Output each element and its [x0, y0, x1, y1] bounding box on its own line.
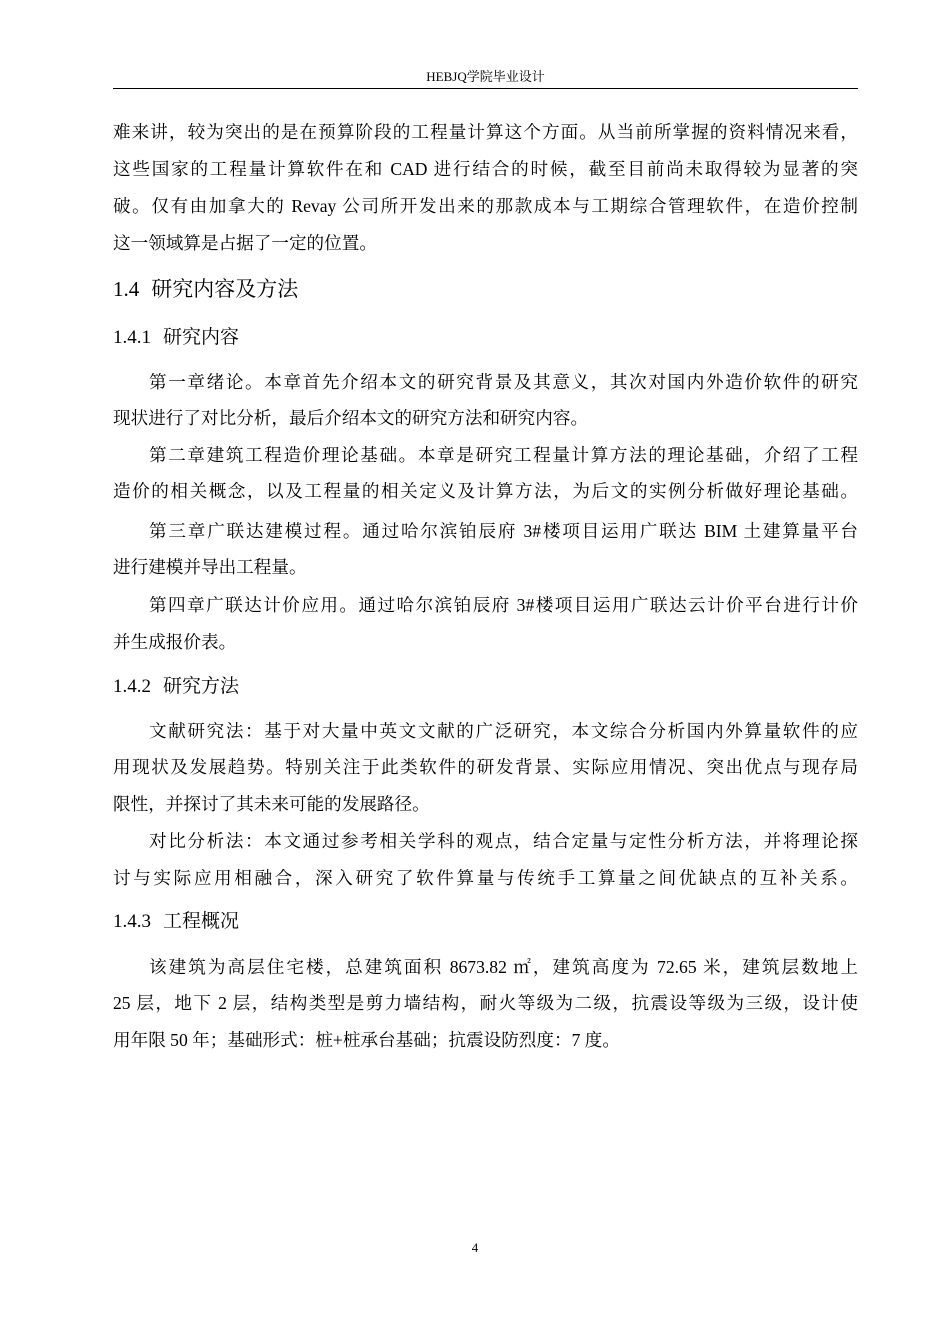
header-rule	[113, 88, 858, 89]
section-heading-1-4	[113, 276, 298, 302]
body-line: 进行建模并导出工程量。	[113, 557, 307, 577]
body-line: 第四章广联达计价应用。通过哈尔滨铂辰府 3#楼项目运用广联达云计价平台进行计价	[149, 595, 858, 615]
section-number: 1.4.3	[113, 911, 151, 932]
body-line: 该建筑为高层住宅楼，总建筑面积 8673.82 ㎡，建筑高度为 72.65 米，建筑层数地上	[149, 957, 858, 977]
section-number: 1.4.1	[113, 327, 151, 348]
body-line: 造价的相关概念，以及工程量的相关定义及计算方法，为后文的实例分析做好理论基础。	[113, 481, 858, 501]
section-heading-1-4-2	[113, 675, 239, 699]
body-line: 破。仅有由加拿大的 Revay 公司所开发出来的那款成本与工期综合管理软件，在造价控制	[113, 196, 858, 216]
section-heading-1-4-1	[113, 326, 239, 350]
body-line: 讨与实际应用相融合，深入研究了软件算量与传统手工算量之间优缺点的互补关系。	[113, 868, 858, 888]
section-number: 1.4.2	[113, 676, 151, 697]
body-line: 第三章广联达建模过程。通过哈尔滨铂辰府 3#楼项目运用广联达 BIM 土建算量平台	[149, 521, 858, 541]
body-line: 第一章绪论。本章首先介绍本文的研究背景及其意义，其次对国内外造价软件的研究	[149, 372, 858, 392]
body-line: 这一领域算是占据了一定的位置。	[113, 233, 377, 253]
body-line: 这些国家的工程量计算软件在和 CAD 进行结合的时候，截至目前尚未取得较为显著的突	[113, 159, 858, 179]
body-line: 难来讲，较为突出的是在预算阶段的工程量计算这个方面。从当前所掌握的资料情况来看，	[113, 122, 858, 142]
page-number: 4	[471, 1240, 479, 1255]
section-title: 研究内容及方法	[151, 277, 299, 301]
body-line: 文献研究法：基于对大量中英文文献的广泛研究，本文综合分析国内外算量软件的应	[149, 721, 858, 741]
page-header: HEBJQ学院毕业设计	[426, 69, 545, 84]
section-title: 工程概况	[163, 911, 240, 932]
body-line: 限性，并探讨了其未来可能的发展路径。	[113, 794, 430, 814]
section-number: 1.4	[113, 277, 140, 301]
body-line: 25 层，地下 2 层，结构类型是剪力墙结构，耐火等级为二级，抗震设等级为三级，设计使	[113, 993, 858, 1013]
section-title: 研究方法	[163, 676, 240, 697]
body-line: 并生成报价表。	[113, 632, 237, 652]
body-line: 对比分析法：本文通过参考相关学科的观点，结合定量与定性分析方法，并将理论探	[149, 831, 858, 851]
body-line: 用年限 50 年；基础形式：桩+桩承台基础；抗震设防烈度：7 度。	[113, 1030, 620, 1050]
section-title: 研究内容	[163, 327, 240, 348]
body-line: 用现状及发展趋势。特别关注于此类软件的研发背景、实际应用情况、突出优点与现存局	[113, 757, 858, 777]
body-line: 第二章建筑工程造价理论基础。本章是研究工程量计算方法的理论基础，介绍了工程	[149, 445, 858, 465]
body-line: 现状进行了对比分析，最后介绍本文的研究方法和研究内容。	[113, 408, 589, 428]
section-heading-1-4-3	[113, 910, 239, 934]
